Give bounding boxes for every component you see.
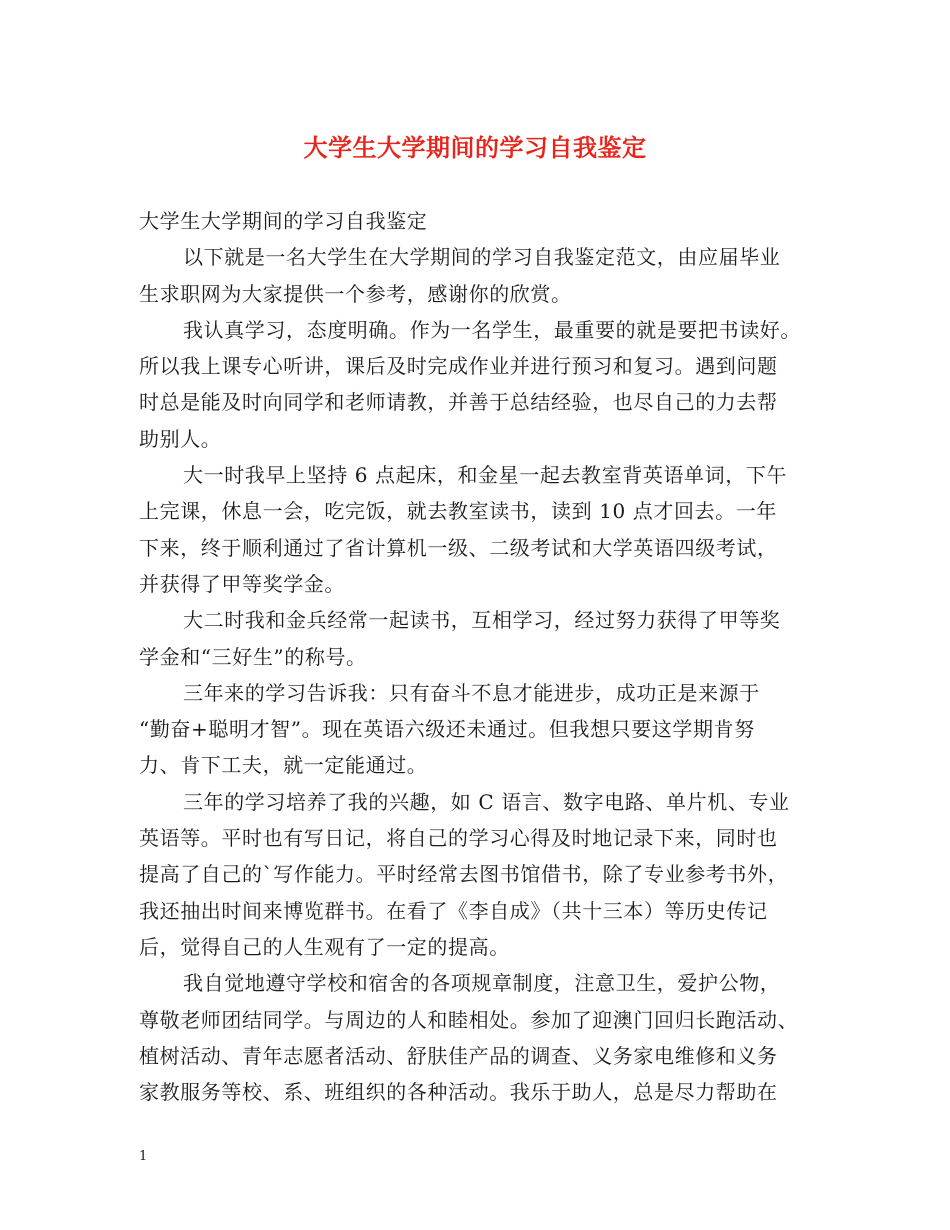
text-line: 三年来的学习告诉我：只有奋斗不息才能进步，成功正是来源于 (183, 680, 760, 705)
document-body (139, 203, 839, 1110)
text-line: 三年的学习培养了我的兴趣，如 C 语言、数字电路、单片机、专业 (183, 789, 790, 814)
text-line: 大一时我早上坚持 6 点起床，和金星一起去教室背英语单词，下午 (183, 463, 788, 488)
text-line: 提高了自己的`写作能力。平时经常去图书馆借书，除了专业参考书外， (139, 862, 789, 887)
text-line: 后，觉得自己的人生观有了一定的提高。 (139, 934, 510, 959)
text-line: 英语等。平时也有写日记，将自己的学习心得及时地记录下来，同时也 (139, 826, 778, 851)
text-line: 我还抽出时间来博览群书。在看了《李自成》（共十三本）等历史传记 (139, 898, 768, 923)
text-line: 家教服务等校、系、班组织的各种活动。我乐于助人，总是尽力帮助在 (139, 1080, 778, 1105)
text-line: 生求职网为大家提供一个参考，感谢你的欣赏。 (139, 281, 572, 306)
text-line: 尊敬老师团结同学。与周边的人和睦相处。参加了迎澳门回归长跑活动、 (139, 1007, 799, 1032)
text-line: 所以我上课专心听讲，课后及时完成作业并进行预习和复习。遇到问题 (139, 354, 778, 379)
text-line: 助别人。 (139, 426, 222, 451)
text-line: 时总是能及时向同学和老师请教，并善于总结经验，也尽自己的力去帮 (139, 390, 778, 415)
text-line: 力、肯下工夫，就一定能通过。 (139, 753, 428, 778)
text-line: 大二时我和金兵经常一起读书，互相学习，经过努力获得了甲等奖 (183, 608, 781, 633)
text-line: 下来，终于顺利通过了省计算机一级、二级考试和大学英语四级考试， (139, 535, 778, 560)
page-number: 1 (139, 1149, 148, 1164)
text-line: “勤奋+聪明才智”。现在英语六级还未通过。但我想只要这学期肯努 (139, 717, 755, 742)
text-line: 并获得了甲等奖学金。 (139, 571, 345, 596)
text-line: 植树活动、青年志愿者活动、舒肤佳产品的调查、义务家电维修和义务 (139, 1043, 778, 1068)
text-line: 以下就是一名大学生在大学期间的学习自我鉴定范文，由应届毕业 (183, 245, 781, 270)
text-line: 我自觉地遵守学校和宿舍的各项规章制度，注意卫生，爱护公物， (183, 971, 781, 996)
text-line: 学金和“三好生”的称号。 (139, 644, 367, 669)
document-title: 大学生大学期间的学习自我鉴定 (303, 133, 647, 162)
text-line: 上完课，休息一会，吃完饭，就去教室读书，读到 10 点才回去。一年 (139, 499, 777, 524)
text-line: 我认真学习，态度明确。作为一名学生，最重要的就是要把书读好。 (183, 317, 801, 342)
text-line: 大学生大学期间的学习自我鉴定 (139, 209, 428, 233)
